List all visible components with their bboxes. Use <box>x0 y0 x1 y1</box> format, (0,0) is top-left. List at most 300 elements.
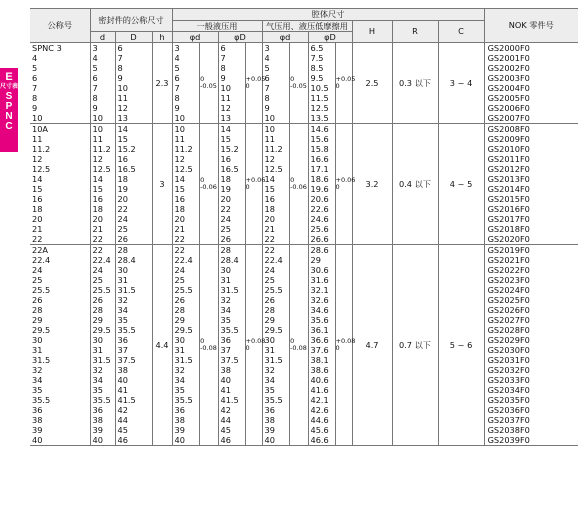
cell-gen-phi-D: 44 <box>218 415 245 425</box>
cell-seal-D: 26 <box>115 234 152 245</box>
cell-pn-phi-D: 15.6 <box>308 134 335 144</box>
cell-gen-phi-d: 35.5 <box>172 395 199 405</box>
cell-pn-phi-d: 16 <box>262 194 289 204</box>
cell-part-number: GS2021F0 <box>484 255 578 265</box>
cell-C: 5 ~ 6 <box>438 245 484 446</box>
cell-H: 2.5 <box>352 43 392 124</box>
cell-gen-phi-d: 32 <box>172 365 199 375</box>
cell-model: 35.5 <box>32 394 51 405</box>
cell-pn-phi-d: 10 <box>262 124 289 135</box>
tolerance-lower: 0 <box>245 183 250 191</box>
cell-pn-phi-d: 30 <box>262 335 289 345</box>
cell-gen-phi-D-tolerance <box>245 245 266 446</box>
cell-seal-d: 21 <box>90 224 115 234</box>
tolerance-lower: 0 <box>245 82 250 90</box>
cell-pn-phi-d: 31.5 <box>262 355 289 365</box>
cell-seal-d: 16 <box>90 194 115 204</box>
tolerance-lower: 0 <box>335 344 340 352</box>
cell-gen-phi-d: 29 <box>172 315 199 325</box>
cell-gen-phi-D: 24 <box>218 214 245 224</box>
cell-pn-phi-d: 39 <box>262 425 289 435</box>
cell-gen-phi-D: 32 <box>218 295 245 305</box>
cell-model: 31 <box>32 344 43 355</box>
cell-pn-phi-D: 12.5 <box>308 103 335 113</box>
tolerance-upper: 0 <box>290 75 295 83</box>
cell-seal-d: 25 <box>90 275 115 285</box>
cell-seal-D: 24 <box>115 214 152 224</box>
cell-seal-D: 16.5 <box>115 164 152 174</box>
cell-gen-phi-D: 12 <box>218 103 245 113</box>
cell-gen-phi-d: 12.5 <box>172 164 199 174</box>
cell-part-number: GS2008F0 <box>484 124 578 135</box>
cell-gen-phi-D: 20 <box>218 194 245 204</box>
cell-pn-phi-D: 35.6 <box>308 315 335 325</box>
cell-gen-phi-D: 41 <box>218 385 245 395</box>
cell-pn-phi-d-tolerance <box>289 43 308 124</box>
tolerance-lower: -0.05 <box>200 82 217 90</box>
cell-gen-phi-D-tolerance <box>245 43 266 124</box>
section-tab-spnc <box>0 68 18 152</box>
cell-pn-phi-d: 11 <box>262 134 289 144</box>
cell-part-number: GS2025F0 <box>484 295 578 305</box>
tolerance-upper: 0 <box>290 176 295 184</box>
cell-pn-phi-D: 22.6 <box>308 204 335 214</box>
cell-pn-phi-D: 29 <box>308 255 335 265</box>
cell-pn-phi-D: 41.6 <box>308 385 335 395</box>
cell-seal-D: 41.5 <box>115 395 152 405</box>
cell-seal-d: 5 <box>90 63 115 73</box>
cell-part-number: GS2034F0 <box>484 385 578 395</box>
cell-gen-phi-D: 31.5 <box>218 285 245 295</box>
cell-pn-phi-D: 36.6 <box>308 335 335 345</box>
section-size-label: 尺寸表 <box>0 84 19 90</box>
cell-seal-d: 10 <box>90 113 115 124</box>
cell-pn-phi-d: 11.2 <box>262 144 289 154</box>
cell-gen-phi-D: 22 <box>218 204 245 214</box>
cell-pn-phi-d: 34 <box>262 375 289 385</box>
cell-gen-phi-d: 20 <box>172 214 199 224</box>
cell-seal-D: 25 <box>115 224 152 234</box>
cell-seal-D: 41 <box>115 385 152 395</box>
cell-seal-d: 24 <box>90 265 115 275</box>
cell-pn-phi-D: 45.6 <box>308 425 335 435</box>
cell-model: 35 <box>32 384 43 395</box>
cell-part-number: GS2007F0 <box>484 113 578 124</box>
cell-seal-D: 15 <box>115 134 152 144</box>
cell-pn-phi-d: 31 <box>262 345 289 355</box>
cell-gen-phi-d: 11 <box>172 134 199 144</box>
cell-seal-d: 15 <box>90 184 115 194</box>
cell-pn-phi-D: 36.1 <box>308 325 335 335</box>
cell-part-number: GS2028F0 <box>484 325 578 335</box>
tolerance-upper: +0.06 <box>335 176 356 184</box>
cell-model: 39 <box>32 424 43 435</box>
cell-pn-phi-d-tolerance <box>289 245 308 446</box>
cell-seal-d: 34 <box>90 375 115 385</box>
cell-gen-phi-d: 3 <box>172 43 199 54</box>
cell-gen-phi-d: 30 <box>172 335 199 345</box>
cell-pn-phi-D: 30.6 <box>308 265 335 275</box>
header-pneumatic-low-friction: 气压用、液压低摩擦用 <box>262 21 352 32</box>
cell-gen-phi-d: 29.5 <box>172 325 199 335</box>
cell-gen-phi-d: 24 <box>172 265 199 275</box>
cell-seal-d: 6 <box>90 73 115 83</box>
cell-part-number: GS2018F0 <box>484 224 578 234</box>
cell-seal-d: 38 <box>90 415 115 425</box>
tolerance-upper: 0 <box>290 337 295 345</box>
cell-seal-d: 20 <box>90 214 115 224</box>
cell-part-number: GS2005F0 <box>484 93 578 103</box>
tolerance-lower: -0.06 <box>290 183 307 191</box>
cell-gen-phi-D: 38 <box>218 365 245 375</box>
cell-part-number: GS2026F0 <box>484 305 578 315</box>
cell-pn-phi-d: 4 <box>262 53 289 63</box>
cell-seal-D: 28 <box>115 245 152 256</box>
tolerance-lower: -0.08 <box>200 344 217 352</box>
header-part-number: NOK 零件号 <box>484 9 578 43</box>
cell-gen-phi-d: 25.5 <box>172 285 199 295</box>
cell-seal-d: 12 <box>90 154 115 164</box>
header-pn-phi-D: φD <box>308 32 352 43</box>
cell-gen-phi-d: 10 <box>172 124 199 135</box>
cell-seal-d: 8 <box>90 93 115 103</box>
cell-pn-phi-d: 29 <box>262 315 289 325</box>
cell-seal-d: 22 <box>90 234 115 245</box>
cell-model: 4 <box>32 52 38 63</box>
cell-gen-phi-D: 19 <box>218 184 245 194</box>
cell-pn-phi-d: 24 <box>262 265 289 275</box>
cell-seal-D: 37 <box>115 345 152 355</box>
cell-seal-D: 35.5 <box>115 325 152 335</box>
cell-model: 40 <box>32 434 43 445</box>
cell-pn-phi-d: 32 <box>262 365 289 375</box>
cell-R: 0.7 以下 <box>392 245 438 446</box>
cell-pn-phi-d: 18 <box>262 204 289 214</box>
cell-gen-phi-d: 14 <box>172 174 199 184</box>
header-cavity-size: 腔体尺寸 <box>172 9 484 21</box>
table-row <box>30 245 578 256</box>
cell-pn-phi-D: 10.5 <box>308 83 335 93</box>
cell-pn-phi-D: 37.6 <box>308 345 335 355</box>
header-D: D <box>115 32 152 43</box>
cell-seal-D: 37.5 <box>115 355 152 365</box>
cell-part-number: GS2030F0 <box>484 345 578 355</box>
cell-pn-phi-d: 22.4 <box>262 255 289 265</box>
cell-pn-phi-d: 29.5 <box>262 325 289 335</box>
cell-pn-phi-d: 28 <box>262 305 289 315</box>
cell-part-number: GS2037F0 <box>484 415 578 425</box>
cell-gen-phi-d: 10 <box>172 113 199 124</box>
cell-seal-d: 10 <box>90 124 115 135</box>
cell-seal-d: 36 <box>90 405 115 415</box>
cell-part-number: GS2001F0 <box>484 53 578 63</box>
cell-pn-phi-d: 25 <box>262 275 289 285</box>
cell-pn-phi-d: 38 <box>262 415 289 425</box>
cell-part-number: GS2032F0 <box>484 365 578 375</box>
cell-gen-phi-d: 31.5 <box>172 355 199 365</box>
cell-gen-phi-d: 36 <box>172 405 199 415</box>
cell-model: 6 <box>32 72 38 83</box>
cell-pn-phi-D-tolerance-values <box>336 177 356 191</box>
cell-pn-phi-d: 3 <box>262 43 289 54</box>
cell-pn-phi-D: 8.5 <box>308 63 335 73</box>
cell-part-number: GS2015F0 <box>484 194 578 204</box>
cell-gen-phi-d: 35 <box>172 385 199 395</box>
cell-pn-phi-d: 40 <box>262 435 289 446</box>
tolerance-upper: +0.06 <box>245 176 266 184</box>
cell-pn-phi-D: 17.1 <box>308 164 335 174</box>
cell-seal-d: 11.2 <box>90 144 115 154</box>
cell-pn-phi-D: 44.6 <box>308 415 335 425</box>
cell-seal-d: 11 <box>90 134 115 144</box>
cell-part-number: GS2019F0 <box>484 245 578 256</box>
table-row <box>30 43 578 54</box>
cell-gen-phi-D: 8 <box>218 63 245 73</box>
cell-gen-phi-d: 5 <box>172 63 199 73</box>
cell-pn-phi-d: 20 <box>262 214 289 224</box>
cell-pn-phi-D: 24.6 <box>308 214 335 224</box>
cell-gen-phi-D-tolerance <box>245 124 266 245</box>
tolerance-upper: +0.08 <box>245 337 266 345</box>
cell-part-number: GS2029F0 <box>484 335 578 345</box>
cell-model: 14 <box>32 173 43 184</box>
cell-gen-phi-d: 12 <box>172 154 199 164</box>
cell-gen-phi-D: 6 <box>218 43 245 54</box>
cell-part-number: GS2003F0 <box>484 73 578 83</box>
cell-gen-phi-d: 31 <box>172 345 199 355</box>
cell-pn-phi-D: 9.5 <box>308 73 335 83</box>
cell-model: 22.4 <box>32 254 51 265</box>
cell-gen-phi-d: 7 <box>172 83 199 93</box>
cell-gen-phi-d: 15 <box>172 184 199 194</box>
cell-pn-phi-d: 5 <box>262 63 289 73</box>
table-body <box>30 43 578 446</box>
cell-pn-phi-d: 35 <box>262 385 289 395</box>
cell-model: 30 <box>32 334 43 345</box>
cell-gen-phi-D: 35 <box>218 315 245 325</box>
cell-model: 24 <box>32 264 43 275</box>
cell-pn-phi-d-tolerance <box>289 124 308 245</box>
cell-gen-phi-d: 4 <box>172 53 199 63</box>
cell-part-number: GS2027F0 <box>484 315 578 325</box>
cell-gen-phi-D: 46 <box>218 435 245 446</box>
cell-pn-phi-d: 12 <box>262 154 289 164</box>
cell-gen-phi-d: 34 <box>172 375 199 385</box>
cell-seal-D: 8 <box>115 63 152 73</box>
cell-pn-phi-d: 36 <box>262 405 289 415</box>
cell-seal-D: 28.4 <box>115 255 152 265</box>
cell-seal-D: 34 <box>115 305 152 315</box>
cell-seal-d: 22.4 <box>90 255 115 265</box>
cell-model: SPNC 3 <box>30 43 90 54</box>
cell-pn-phi-D: 32.6 <box>308 295 335 305</box>
cell-gen-phi-d: 25 <box>172 275 199 285</box>
cell-gen-phi-d-tolerance <box>199 43 218 124</box>
cell-seal-d: 22 <box>90 245 115 256</box>
cell-model: 5 <box>32 62 38 73</box>
cell-H: 4.7 <box>352 245 392 446</box>
cell-seal-d: 29 <box>90 315 115 325</box>
cell-model: 10 <box>32 112 43 123</box>
cell-gen-phi-d: 6 <box>172 73 199 83</box>
cell-seal-D: 38 <box>115 365 152 375</box>
cell-gen-phi-d-tolerance-values <box>200 177 217 191</box>
cell-pn-phi-d-tolerance-values <box>290 177 307 191</box>
cell-pn-phi-D: 38.6 <box>308 365 335 375</box>
cell-gen-phi-D: 41.5 <box>218 395 245 405</box>
cell-pn-phi-D: 28.6 <box>308 245 335 256</box>
cell-part-number: GS2012F0 <box>484 164 578 174</box>
cell-seal-D: 12 <box>115 103 152 113</box>
cell-C: 3 ~ 4 <box>438 43 484 124</box>
section-letter: E <box>5 71 13 83</box>
series-letter: C <box>5 121 13 132</box>
tolerance-lower: -0.06 <box>200 183 217 191</box>
cell-gen-phi-d: 26 <box>172 295 199 305</box>
cell-pn-phi-d: 10 <box>262 113 289 124</box>
cell-seal-d: 9 <box>90 103 115 113</box>
cell-model: 22 <box>32 233 43 244</box>
cell-pn-phi-D: 14.6 <box>308 124 335 135</box>
series-letter: N <box>5 111 13 122</box>
cell-gen-phi-D: 34 <box>218 305 245 315</box>
cell-pn-phi-D: 19.6 <box>308 184 335 194</box>
cell-h: 4.4 <box>152 245 172 446</box>
cell-model: 36 <box>32 404 43 415</box>
cell-seal-D: 14 <box>115 124 152 135</box>
cell-seal-D: 31.5 <box>115 285 152 295</box>
cell-part-number: GS2017F0 <box>484 214 578 224</box>
cell-gen-phi-d: 22.4 <box>172 255 199 265</box>
tolerance-lower: 0 <box>245 344 250 352</box>
cell-gen-phi-D: 37.5 <box>218 355 245 365</box>
cell-gen-phi-d: 16 <box>172 194 199 204</box>
header-C: C <box>438 21 484 43</box>
tolerance-upper: +0.08 <box>335 337 356 345</box>
cell-seal-d: 28 <box>90 305 115 315</box>
cell-gen-phi-d: 21 <box>172 224 199 234</box>
cell-seal-D: 31 <box>115 275 152 285</box>
cell-model: 11 <box>32 133 43 144</box>
cell-gen-phi-d: 28 <box>172 305 199 315</box>
cell-seal-d: 18 <box>90 204 115 214</box>
cell-pn-phi-D-tolerance <box>335 43 356 124</box>
cell-gen-phi-D: 25 <box>218 224 245 234</box>
cell-gen-phi-D: 15.2 <box>218 144 245 154</box>
cell-seal-d: 40 <box>90 435 115 446</box>
cell-h: 2.3 <box>152 43 172 124</box>
cell-model: 12.5 <box>32 163 51 174</box>
cell-seal-D: 30 <box>115 265 152 275</box>
cell-seal-d: 30 <box>90 335 115 345</box>
cell-model: 38 <box>32 414 43 425</box>
cell-seal-D: 44 <box>115 415 152 425</box>
cell-pn-phi-d: 8 <box>262 93 289 103</box>
cell-part-number: GS2022F0 <box>484 265 578 275</box>
cell-pn-phi-D: 11.5 <box>308 93 335 103</box>
cell-model: 20 <box>32 213 43 224</box>
cell-part-number: GS2013F0 <box>484 174 578 184</box>
header-d: d <box>90 32 115 43</box>
cell-model: 22A <box>30 245 90 256</box>
cell-seal-d: 26 <box>90 295 115 305</box>
header-H: H <box>352 21 392 43</box>
cell-seal-D: 18 <box>115 174 152 184</box>
cell-part-number: GS2023F0 <box>484 275 578 285</box>
cell-pn-phi-d: 26 <box>262 295 289 305</box>
cell-gen-phi-D: 14 <box>218 124 245 135</box>
cell-seal-D: 9 <box>115 73 152 83</box>
cell-pn-phi-d: 14 <box>262 174 289 184</box>
cell-seal-D: 11 <box>115 93 152 103</box>
cell-pn-phi-D: 25.6 <box>308 224 335 234</box>
cell-model: 31.5 <box>32 354 51 365</box>
cell-seal-D: 35 <box>115 315 152 325</box>
cell-model: 8 <box>32 92 38 103</box>
cell-gen-phi-d-tolerance-values <box>200 338 217 352</box>
cell-gen-phi-d: 38 <box>172 415 199 425</box>
cell-H: 3.2 <box>352 124 392 245</box>
cell-gen-phi-d: 11.2 <box>172 144 199 154</box>
cell-pn-phi-d: 25.5 <box>262 285 289 295</box>
cell-model: 16 <box>32 193 43 204</box>
cell-part-number: GS2006F0 <box>484 103 578 113</box>
cell-pn-phi-D-tolerance-values <box>336 76 356 90</box>
cell-seal-d: 12.5 <box>90 164 115 174</box>
cell-model: 15 <box>32 183 43 194</box>
cell-part-number: GS2035F0 <box>484 395 578 405</box>
tolerance-lower: -0.08 <box>290 344 307 352</box>
cell-part-number: GS2024F0 <box>484 285 578 295</box>
cell-seal-D: 16 <box>115 154 152 164</box>
cell-gen-phi-D: 31 <box>218 275 245 285</box>
cell-R: 0.4 以下 <box>392 124 438 245</box>
cell-model: 26 <box>32 294 43 305</box>
cell-gen-phi-D-tolerance-values <box>246 338 266 352</box>
cell-part-number: GS2010F0 <box>484 144 578 154</box>
cell-seal-d: 3 <box>90 43 115 54</box>
cell-gen-phi-D: 37 <box>218 345 245 355</box>
cell-model: 34 <box>32 374 43 385</box>
cell-model: 28 <box>32 304 43 315</box>
cell-gen-phi-D: 42 <box>218 405 245 415</box>
cell-gen-phi-D: 30 <box>218 265 245 275</box>
cell-part-number: GS2014F0 <box>484 184 578 194</box>
cell-part-number: GS2002F0 <box>484 63 578 73</box>
cell-seal-D: 32 <box>115 295 152 305</box>
cell-gen-phi-d: 18 <box>172 204 199 214</box>
cell-seal-D: 40 <box>115 375 152 385</box>
header-gen-phi-d: φd <box>172 32 218 43</box>
cell-seal-D: 20 <box>115 194 152 204</box>
header-general-hydraulic: 一般液压用 <box>172 21 262 32</box>
cell-gen-phi-D: 28.4 <box>218 255 245 265</box>
cell-pn-phi-D: 15.8 <box>308 144 335 154</box>
cell-pn-phi-D: 46.6 <box>308 435 335 446</box>
cell-gen-phi-D: 26 <box>218 234 245 245</box>
cell-gen-phi-D: 11 <box>218 93 245 103</box>
cell-seal-D: 36 <box>115 335 152 345</box>
cell-gen-phi-D-tolerance-values <box>246 76 266 90</box>
cell-pn-phi-d: 7 <box>262 83 289 93</box>
table-row <box>30 124 578 135</box>
cell-part-number: GS2016F0 <box>484 204 578 214</box>
cell-pn-phi-D: 42.6 <box>308 405 335 415</box>
cell-gen-phi-D: 18 <box>218 174 245 184</box>
cell-gen-phi-D: 7 <box>218 53 245 63</box>
cell-gen-phi-d: 8 <box>172 93 199 103</box>
header-h: h <box>152 32 172 43</box>
